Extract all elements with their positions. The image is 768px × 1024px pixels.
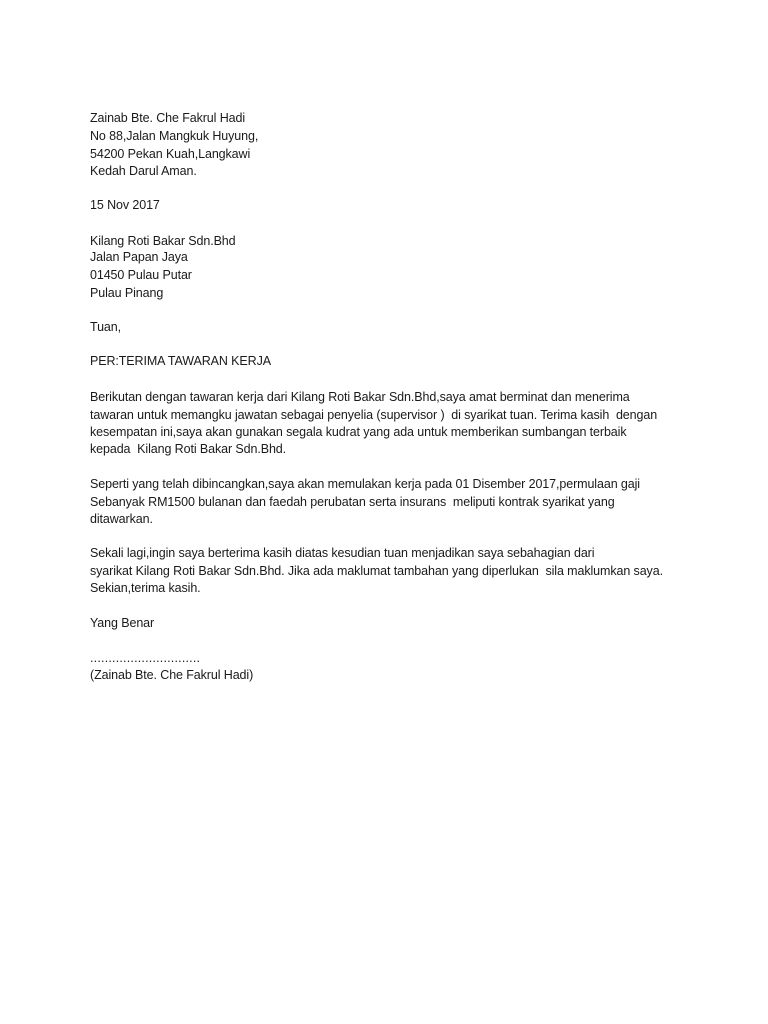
sender-name: Zainab Bte. Che Fakrul Hadi — [90, 111, 246, 125]
sender-address-line: No 88,Jalan Mangkuk Huyung, — [90, 129, 259, 143]
salutation: Tuan, — [90, 320, 122, 334]
recipient-address-line: Jalan Papan Jaya — [90, 250, 188, 264]
body-paragraph-3-line: Sekali lagi,ingin saya berterima kasih diatas kesudian tuan menjadikan saya sebahagian dari — [90, 546, 595, 560]
subject-line: PER:TERIMA TAWARAN KERJA — [90, 354, 271, 368]
body-paragraph-1-line: kepada Kilang Roti Bakar Sdn.Bhd. — [90, 442, 287, 456]
letter-date: 15 Nov 2017 — [90, 198, 160, 212]
body-paragraph-2-line: Seperti yang telah dibincangkan,saya akan memulakan kerja pada 01 Disember 2017,permulaan gaji — [90, 477, 640, 491]
recipient-address-line: Pulau Pinang — [90, 286, 164, 300]
sender-address-line: Kedah Darul Aman. — [90, 164, 197, 178]
closing: Yang Benar — [90, 616, 155, 630]
body-paragraph-2-line: Sebanyak RM1500 bulanan dan faedah perubatan serta insurans meliputi kontrak syarikat yang — [90, 495, 615, 509]
signature-line: .............................. — [90, 651, 201, 665]
body-paragraph-3-line: Sekian,terima kasih. — [90, 581, 201, 595]
signature-name: (Zainab Bte. Che Fakrul Hadi) — [90, 668, 254, 682]
body-paragraph-3-line: syarikat Kilang Roti Bakar Sdn.Bhd. Jika ada maklumat tambahan yang diperlukan sila maklumkan saya. — [90, 564, 663, 578]
recipient-address-line: 01450 Pulau Putar — [90, 268, 192, 282]
body-paragraph-1-line: tawaran untuk memangku jawatan sebagai penyelia (supervisor ) di syarikat tuan. Terima kasih dengan — [90, 408, 658, 422]
body-paragraph-1-line: kesempatan ini,saya akan gunakan segala kudrat yang ada untuk memberikan sumbangan terbaik — [90, 425, 627, 439]
body-paragraph-2-line: ditawarkan. — [90, 512, 153, 526]
body-paragraph-1-line: Berikutan dengan tawaran kerja dari Kilang Roti Bakar Sdn.Bhd,saya amat berminat dan menerima — [90, 390, 630, 404]
sender-address-line: 54200 Pekan Kuah,Langkawi — [90, 147, 251, 161]
recipient-address-line: Kilang Roti Bakar Sdn.Bhd — [90, 234, 236, 248]
